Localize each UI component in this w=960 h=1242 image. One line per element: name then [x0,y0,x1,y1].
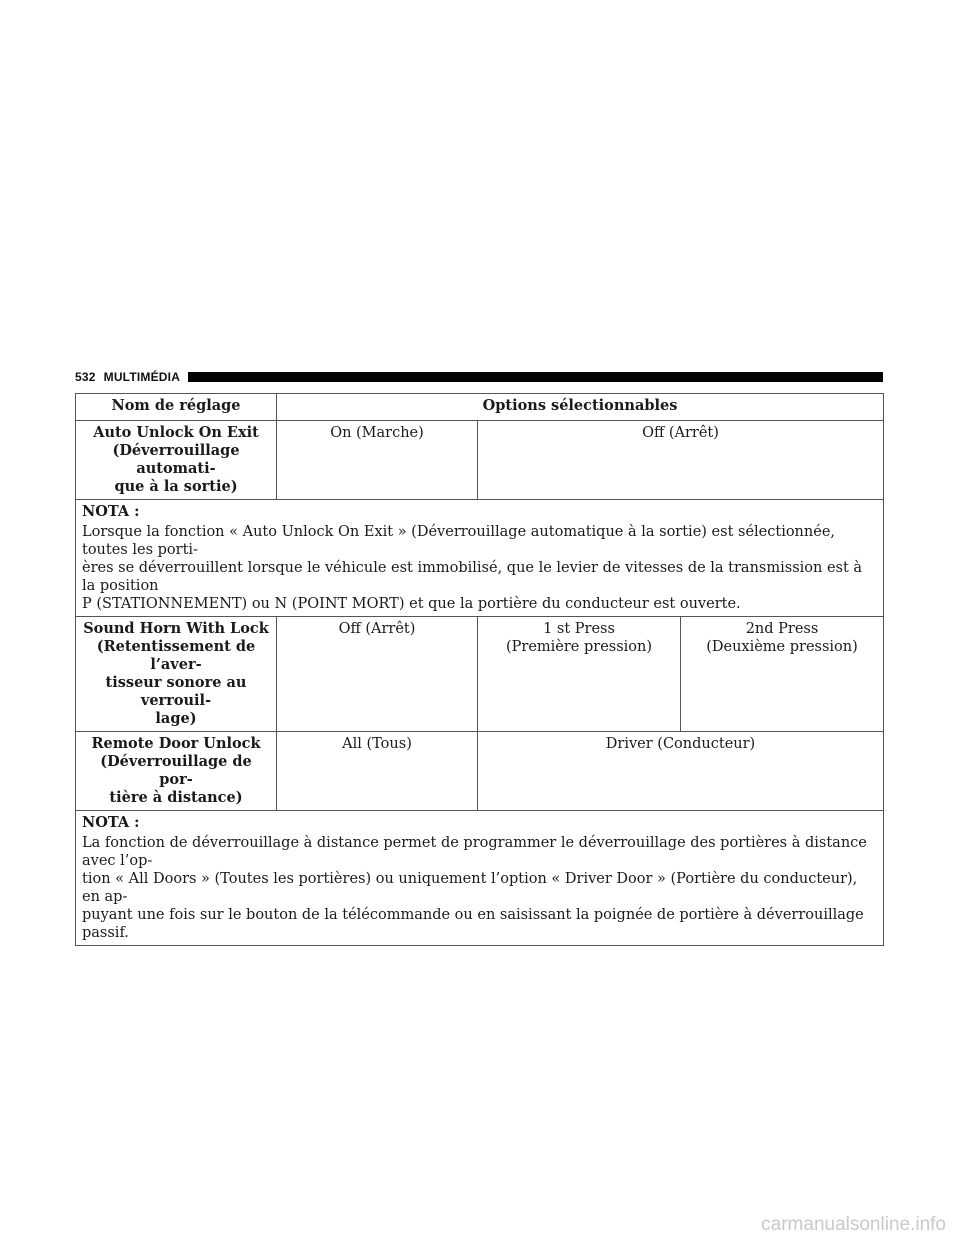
page-number: 532 [75,370,96,384]
option-cell [478,617,681,732]
name-line: (Retentissement de l’aver- [96,638,256,673]
note-line: La fonction de déverrouillage à distance permet de programmer le déverrouillage des portières à distance avec l’op- [82,835,867,869]
note-auto-unlock [76,500,884,617]
option-cell [681,617,884,732]
name-line: Auto Unlock On Exit [93,424,259,441]
watermark-text: carmanualsonline.info [761,1214,946,1235]
page-header [75,369,883,385]
note-remote-door-unlock [76,811,884,946]
note-row [76,500,884,617]
header-rule [188,372,883,382]
table-row [76,732,884,811]
note-title: NOTA : [82,814,140,831]
note-row [76,811,884,946]
option-line: (Deuxième pression) [706,639,858,655]
note-title: NOTA : [82,503,140,520]
setting-name-auto-unlock [76,421,277,500]
name-line: (Déverrouillage de por- [100,753,252,788]
option-line: Off (Arrêt) [338,621,416,637]
name-line: (Déverrouillage automati- [112,442,240,477]
option-cell: All (Tous) [277,732,478,811]
note-line: P (STATIONNEMENT) ou N (POINT MORT) et que la portière du conducteur est ouverte. [82,596,741,612]
name-line: lage) [155,710,197,727]
option-cell: Driver (Conducteur) [478,732,884,811]
note-line: tion « All Doors » (Toutes les portières) ou uniquement l’option « Driver Door » (Portière du conducteur), en ap- [82,871,858,905]
name-line: Sound Horn With Lock [83,620,269,637]
col-header-setting-name: Nom de réglage [76,394,277,421]
setting-name-remote-door-unlock [76,732,277,811]
option-cell: On (Marche) [277,421,478,500]
note-line: puyant une fois sur le bouton de la télécommande ou en saisissant la poignée de portière à déverrouillage passif. [82,907,864,941]
name-line: que à la sortie) [114,478,238,495]
option-line: 1 st Press [543,621,615,637]
section-title: MULTIMÉDIA [103,370,181,384]
option-cell: Off (Arrêt) [478,421,884,500]
name-line: tière à distance) [109,789,243,806]
note-line: Lorsque la fonction « Auto Unlock On Exit » (Déverrouillage automatique à la sortie) est sélectionnée, toutes les porti- [82,524,836,558]
table-row [76,421,884,500]
setting-name-sound-horn [76,617,277,732]
option-line: 2nd Press [745,621,819,637]
table-row [76,617,884,732]
note-line: ères se déverrouillent lorsque le véhicule est immobilisé, que le levier de vitesses de la transmission est à la position [82,560,863,594]
option-line: (Première pression) [505,639,653,655]
table-header-row [76,394,884,421]
name-line: Remote Door Unlock [91,735,261,752]
option-cell [277,617,478,732]
col-header-options: Options sélectionnables [277,394,884,421]
name-line: tisseur sonore au verrouil- [105,674,247,709]
settings-table [75,393,884,946]
